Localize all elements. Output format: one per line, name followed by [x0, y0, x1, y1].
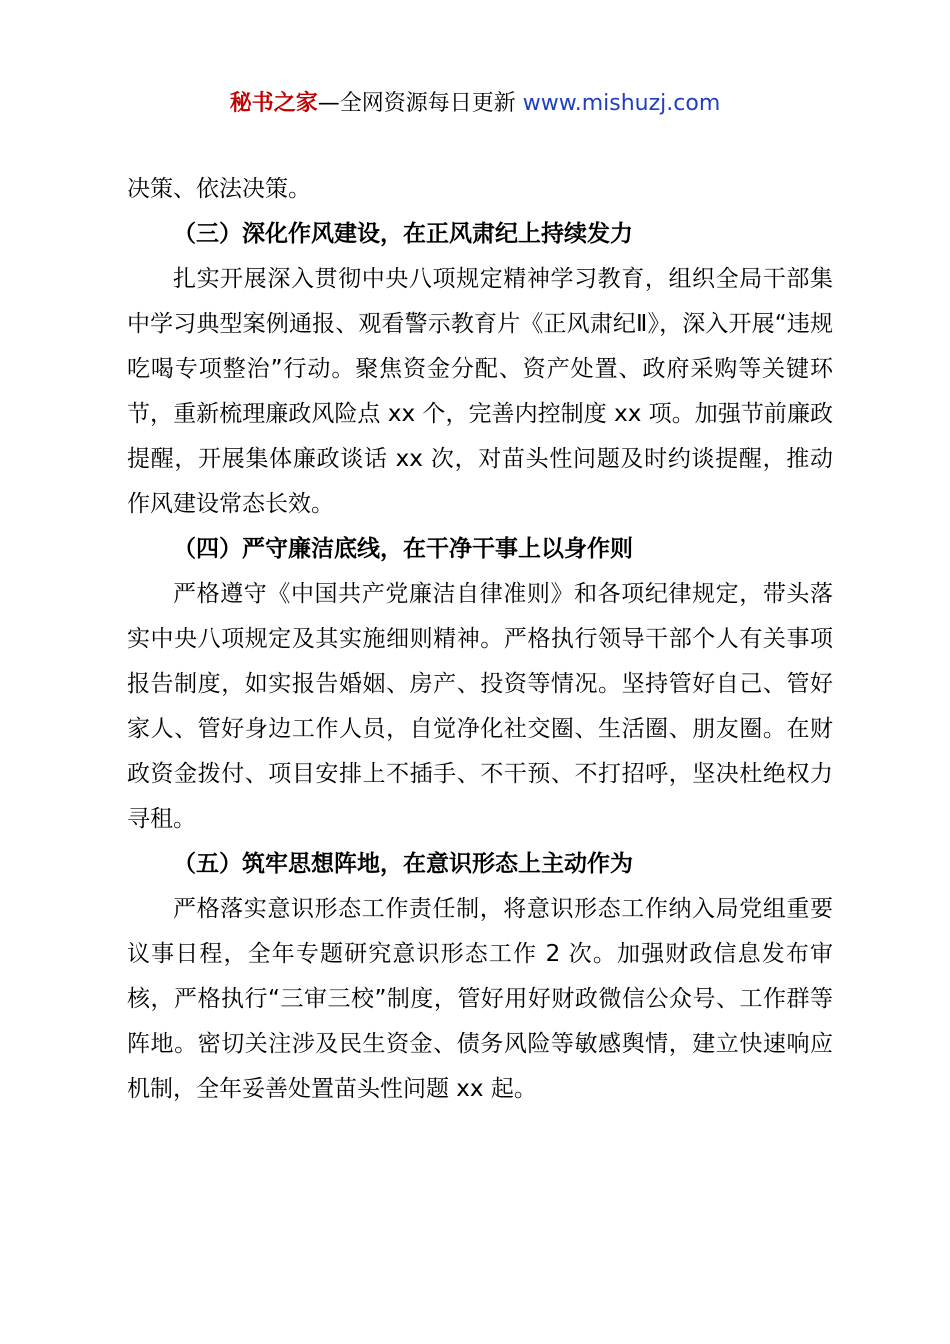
- paragraph-continuation: 决策、依法决策。: [127, 176, 311, 202]
- header-tagline: —全网资源每日更新: [317, 91, 523, 116]
- section-heading-4: （四）严守廉洁底线，在干净干事上以身作则: [173, 536, 633, 562]
- paragraph-section-4: 严格遵守《中国共产党廉洁自律准则》和各项纪律规定，带头落实中央八项规定及其实施细则精神。严格执行领导干部个人有关事项报告制度，如实报告婚姻、房产、投资等情况。坚持管好自己、管好家人、管好身边工作人员，自觉净化社交圈、生活圈、朋友圈。在财政资金拨付、项目安排上不插手、不干预、不打招呼，坚决杜绝权力寻租。: [127, 581, 833, 832]
- site-header: [0, 86, 950, 122]
- section-heading-3: （三）深化作风建设，在正风肃纪上持续发力: [173, 221, 633, 247]
- site-url[interactable]: www.mishuzj.com: [522, 91, 721, 116]
- paragraph-section-3: 扎实开展深入贯彻中央八项规定精神学习教育，组织全局干部集中学习典型案例通报、观看警示教育片《正风肃纪Ⅱ》，深入开展“违规吃喝专项整治”行动。聚焦资金分配、资产处置、政府采购等关键环节，重新梳理廉政风险点 xx 个，完善内控制度 xx 项。加强节前廉政提醒，开展集体廉政谈话 xx 次，对苗头性问题及时约谈提醒，推动作风建设常态长效。: [127, 266, 833, 517]
- paragraph-section-5: 严格落实意识形态工作责任制，将意识形态工作纳入局党组重要议事日程，全年专题研究意识形态工作 2 次。加强财政信息发布审核，严格执行“三审三校”制度，管好用好财政微信公众号、工作群等阵地。密切关注涉及民生资金、债务风险等敏感舆情，建立快速响应机制，全年妥善处置苗头性问题 xx 起。: [127, 896, 833, 1102]
- section-heading-5: （五）筑牢思想阵地，在意识形态上主动作为: [173, 851, 633, 877]
- document-body: [127, 167, 833, 1112]
- brand-name: 秘书之家: [229, 91, 318, 116]
